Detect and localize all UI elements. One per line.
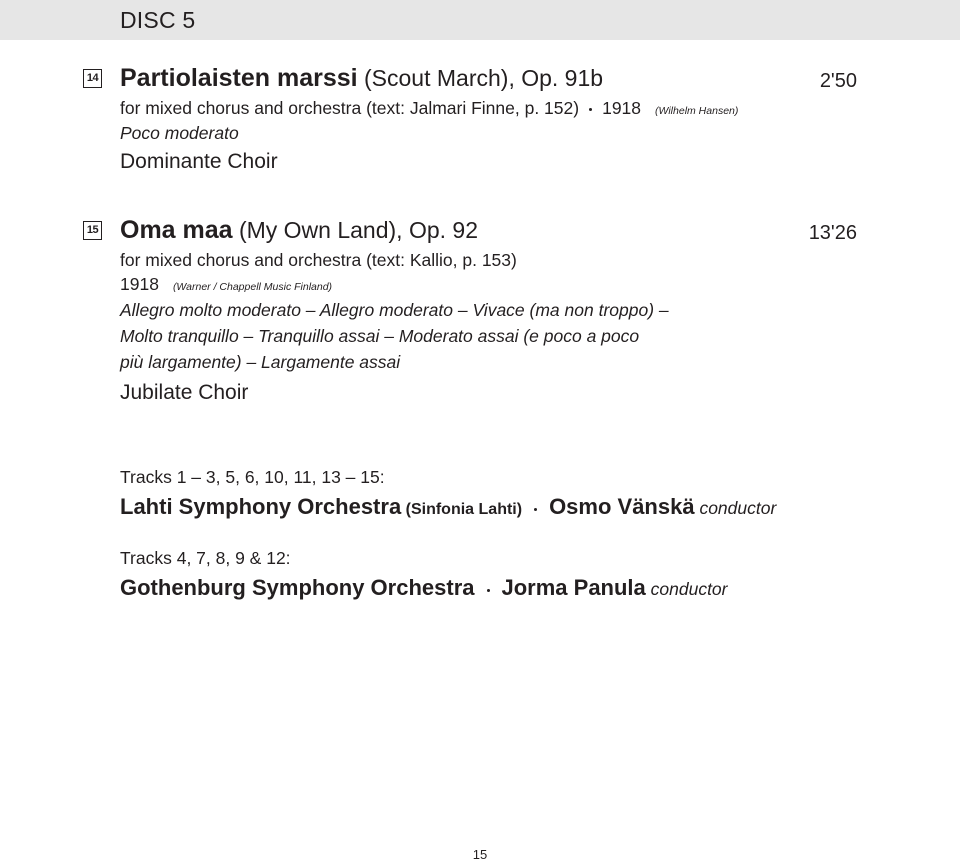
credits-orchestra-1 xyxy=(120,494,776,520)
track-number: 14 xyxy=(83,69,102,88)
track-duration: 2'50 xyxy=(819,70,857,92)
desc-text: for mixed chorus and orchestra (text: Jalmari Finne, p. 152) xyxy=(120,98,580,118)
track-year-publisher xyxy=(120,274,332,295)
tempo-line-2: Molto tranquillo – Tranquillo assai – Moderato assai (e poco a poco xyxy=(120,326,640,346)
track-number: 15 xyxy=(83,221,102,240)
publisher: (Wilhelm Hansen) xyxy=(655,105,739,117)
conductor-name: Osmo Vänskä xyxy=(549,494,695,519)
track-title xyxy=(120,64,603,93)
disc-header xyxy=(0,0,960,40)
conductor-name: Jorma Panula xyxy=(501,575,646,600)
tempo-line-3: più largamente) – Largamente assai xyxy=(120,352,401,372)
credits-tracks-1: Tracks 1 – 3, 5, 6, 10, 11, 13 – 15: xyxy=(120,467,385,487)
publisher: (Warner / Chappell Music Finland) xyxy=(172,281,333,293)
tempo-line-1: Allegro molto moderato – Allegro moderato – Vivace (ma non troppo) – xyxy=(120,300,669,320)
conductor-role: conductor xyxy=(694,498,777,518)
year: 1918 xyxy=(120,274,159,294)
work-subtitle: (Scout March), Op. 91b xyxy=(357,65,604,91)
performer: Dominante Choir xyxy=(120,150,278,173)
track-title xyxy=(120,216,478,245)
conductor-role: conductor xyxy=(645,579,728,599)
work-subtitle: (My Own Land), Op. 92 xyxy=(232,217,478,243)
year: 1918 xyxy=(602,98,642,118)
separator-dot-icon xyxy=(589,108,592,111)
work-title: Oma maa xyxy=(120,216,233,244)
track-duration: 13'26 xyxy=(808,222,857,244)
orchestra-alt-name: (Sinfonia Lahti) xyxy=(401,501,523,518)
page-number: 15 xyxy=(472,847,488,862)
track-description xyxy=(120,98,738,119)
credits-orchestra-2 xyxy=(120,575,728,601)
separator-dot-icon xyxy=(534,508,537,511)
separator-dot-icon xyxy=(487,589,490,592)
work-title: Partiolaisten marssi xyxy=(120,64,358,92)
track-description: for mixed chorus and orchestra (text: Kallio, p. 153) xyxy=(120,250,517,270)
performer: Jubilate Choir xyxy=(120,381,249,404)
orchestra-name: Gothenburg Symphony Orchestra xyxy=(120,575,475,600)
orchestra-name: Lahti Symphony Orchestra xyxy=(120,494,402,519)
disc-label: DISC 5 xyxy=(120,7,196,33)
tempo: Poco moderato xyxy=(120,123,239,143)
credits-tracks-2: Tracks 4, 7, 8, 9 & 12: xyxy=(120,548,291,568)
